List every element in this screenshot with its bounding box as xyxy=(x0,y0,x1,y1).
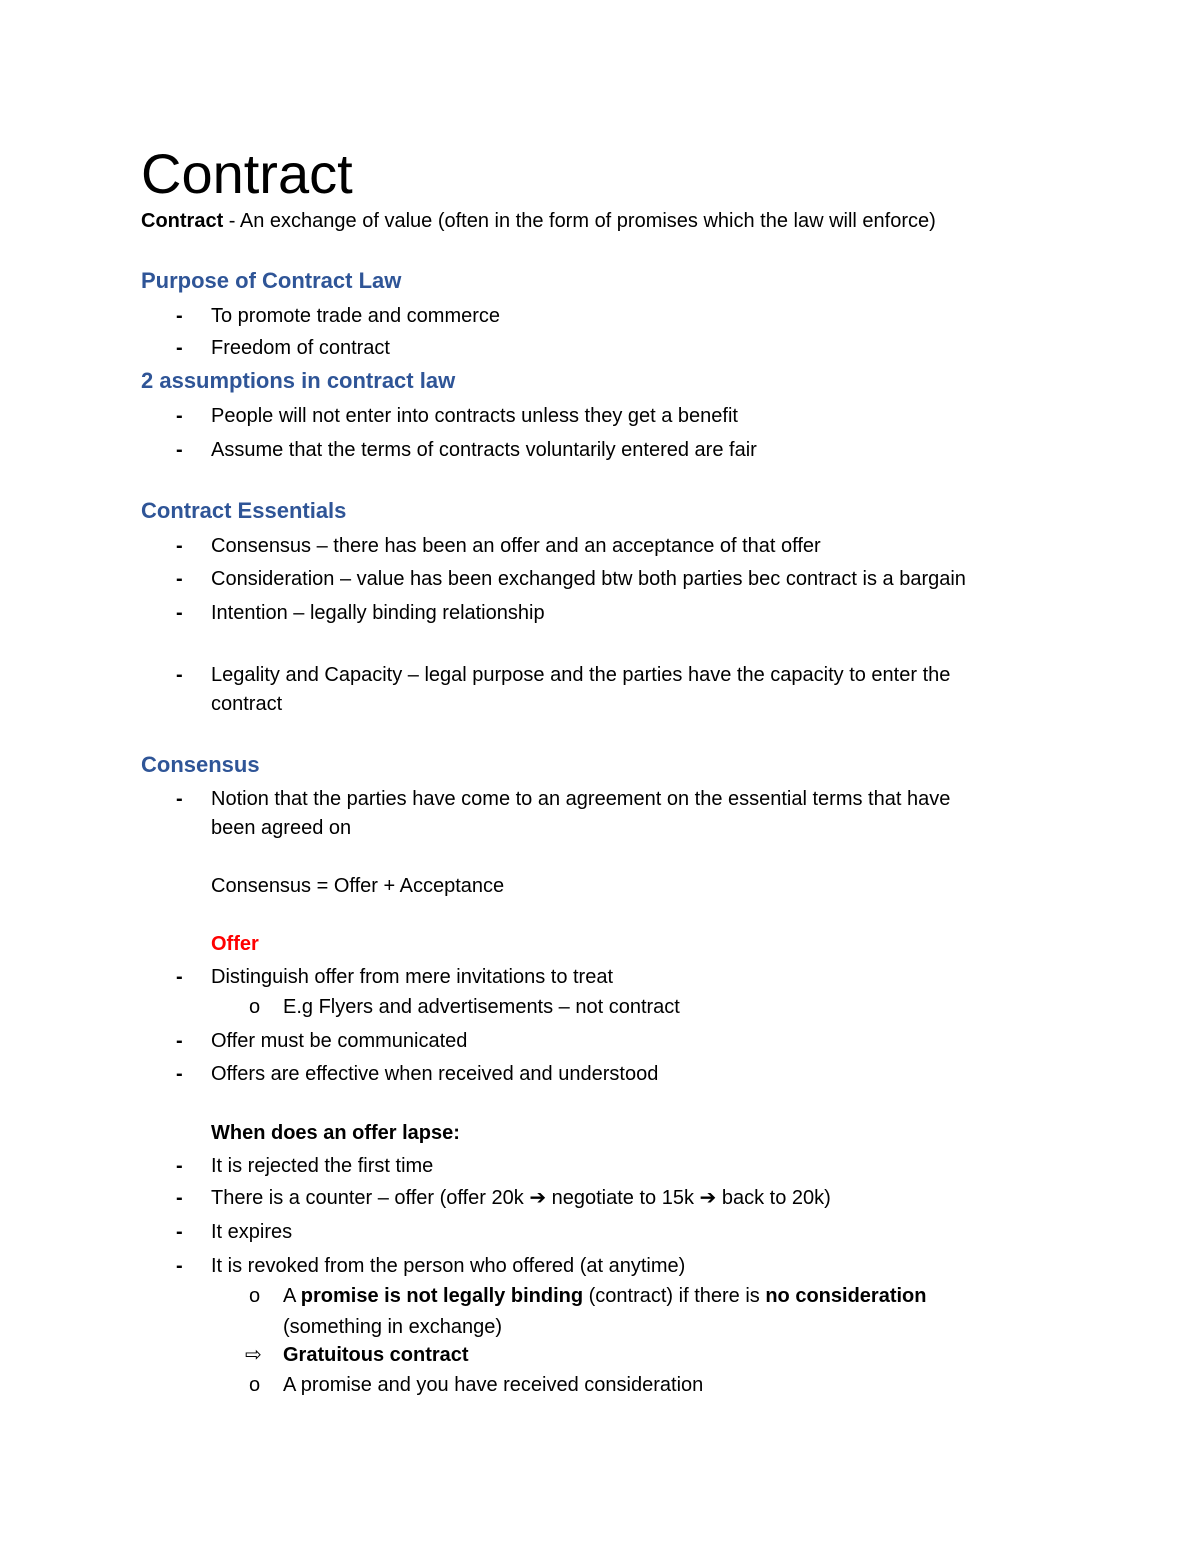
consensus-heading: Consensus xyxy=(141,752,260,777)
bullet-dash: - xyxy=(176,439,183,461)
sub-text: A xyxy=(283,1285,301,1307)
arrow-bullet-icon: ⇨ xyxy=(245,1344,262,1366)
bullet-circle: o xyxy=(249,1285,261,1307)
bullet-dash: - xyxy=(176,966,183,988)
gratuitous-contract: Gratuitous contract xyxy=(283,1344,469,1366)
lapse-item: It is rejected the first time xyxy=(211,1155,434,1177)
definition-text: - An exchange of value (often in the form of promises which the law will enforce) xyxy=(223,210,936,232)
essential-item: Consensus – there has been an offer and an acceptance of that offer xyxy=(211,535,821,557)
bullet-dash: - xyxy=(176,1255,183,1277)
bullet-dash: - xyxy=(176,1063,183,1085)
bullet-dash: - xyxy=(176,1030,183,1052)
definition-term: Contract xyxy=(141,210,224,232)
bullet-dash: - xyxy=(176,535,183,557)
assumption-item: Assume that the terms of contracts voluntarily entered are fair xyxy=(211,439,757,461)
consensus-item-continuation: been agreed on xyxy=(211,817,352,839)
consensus-formula: Consensus = Offer + Acceptance xyxy=(211,875,505,897)
essential-item: Legality and Capacity – legal purpose and the parties have the capacity to enter the xyxy=(211,664,951,686)
offer-item: Offer must be communicated xyxy=(211,1030,468,1052)
offer-item: Offers are effective when received and understood xyxy=(211,1063,659,1085)
lapse-item: There is a counter – offer (offer 20k ➔ negotiate to 15k ➔ back to 20k) xyxy=(211,1187,831,1209)
bullet-dash: - xyxy=(176,664,183,686)
sub-text: (contract) if there is xyxy=(583,1285,766,1307)
bullet-dash: - xyxy=(176,568,183,590)
essential-item: Consideration – value has been exchanged btw both parties bec contract is a bargain xyxy=(211,568,966,590)
bullet-dash: - xyxy=(176,1155,183,1177)
bullet-dash: - xyxy=(176,305,183,327)
contract-definition xyxy=(141,209,936,233)
bullet-dash: - xyxy=(176,1187,183,1209)
assumption-item: People will not enter into contracts unless they get a benefit xyxy=(211,405,738,427)
purpose-heading: Purpose of Contract Law xyxy=(141,268,402,293)
sub-bold: no consideration xyxy=(765,1285,927,1307)
sub-bold: promise is not legally binding xyxy=(300,1285,584,1307)
bullet-dash: - xyxy=(176,337,183,359)
assumptions-heading: 2 assumptions in contract law xyxy=(141,368,456,393)
essential-item-continuation: contract xyxy=(211,693,283,715)
lapse-subitem xyxy=(283,1284,926,1308)
page-title: Contract xyxy=(141,142,353,205)
purpose-item: Freedom of contract xyxy=(211,337,390,359)
lapse-subitem: A promise and you have received consideration xyxy=(283,1374,704,1396)
bullet-dash: - xyxy=(176,405,183,427)
lapse-item: It expires xyxy=(211,1221,293,1243)
bullet-dash: - xyxy=(176,1221,183,1243)
consensus-item: Notion that the parties have come to an agreement on the essential terms that have xyxy=(211,788,951,810)
bullet-circle: o xyxy=(249,996,261,1018)
purpose-item: To promote trade and commerce xyxy=(211,305,501,327)
lapse-item: It is revoked from the person who offered (at anytime) xyxy=(211,1255,686,1277)
lapse-heading: When does an offer lapse: xyxy=(211,1122,460,1144)
offer-subitem: E.g Flyers and advertisements – not contract xyxy=(283,996,680,1018)
offer-heading: Offer xyxy=(211,933,259,955)
bullet-dash: - xyxy=(176,602,183,624)
bullet-circle: o xyxy=(249,1374,261,1396)
offer-item: Distinguish offer from mere invitations to treat xyxy=(211,966,614,988)
essentials-heading: Contract Essentials xyxy=(141,498,347,523)
essential-item: Intention – legally binding relationship xyxy=(211,602,545,624)
bullet-dash: - xyxy=(176,788,183,810)
lapse-subitem-continuation: (something in exchange) xyxy=(283,1316,503,1338)
